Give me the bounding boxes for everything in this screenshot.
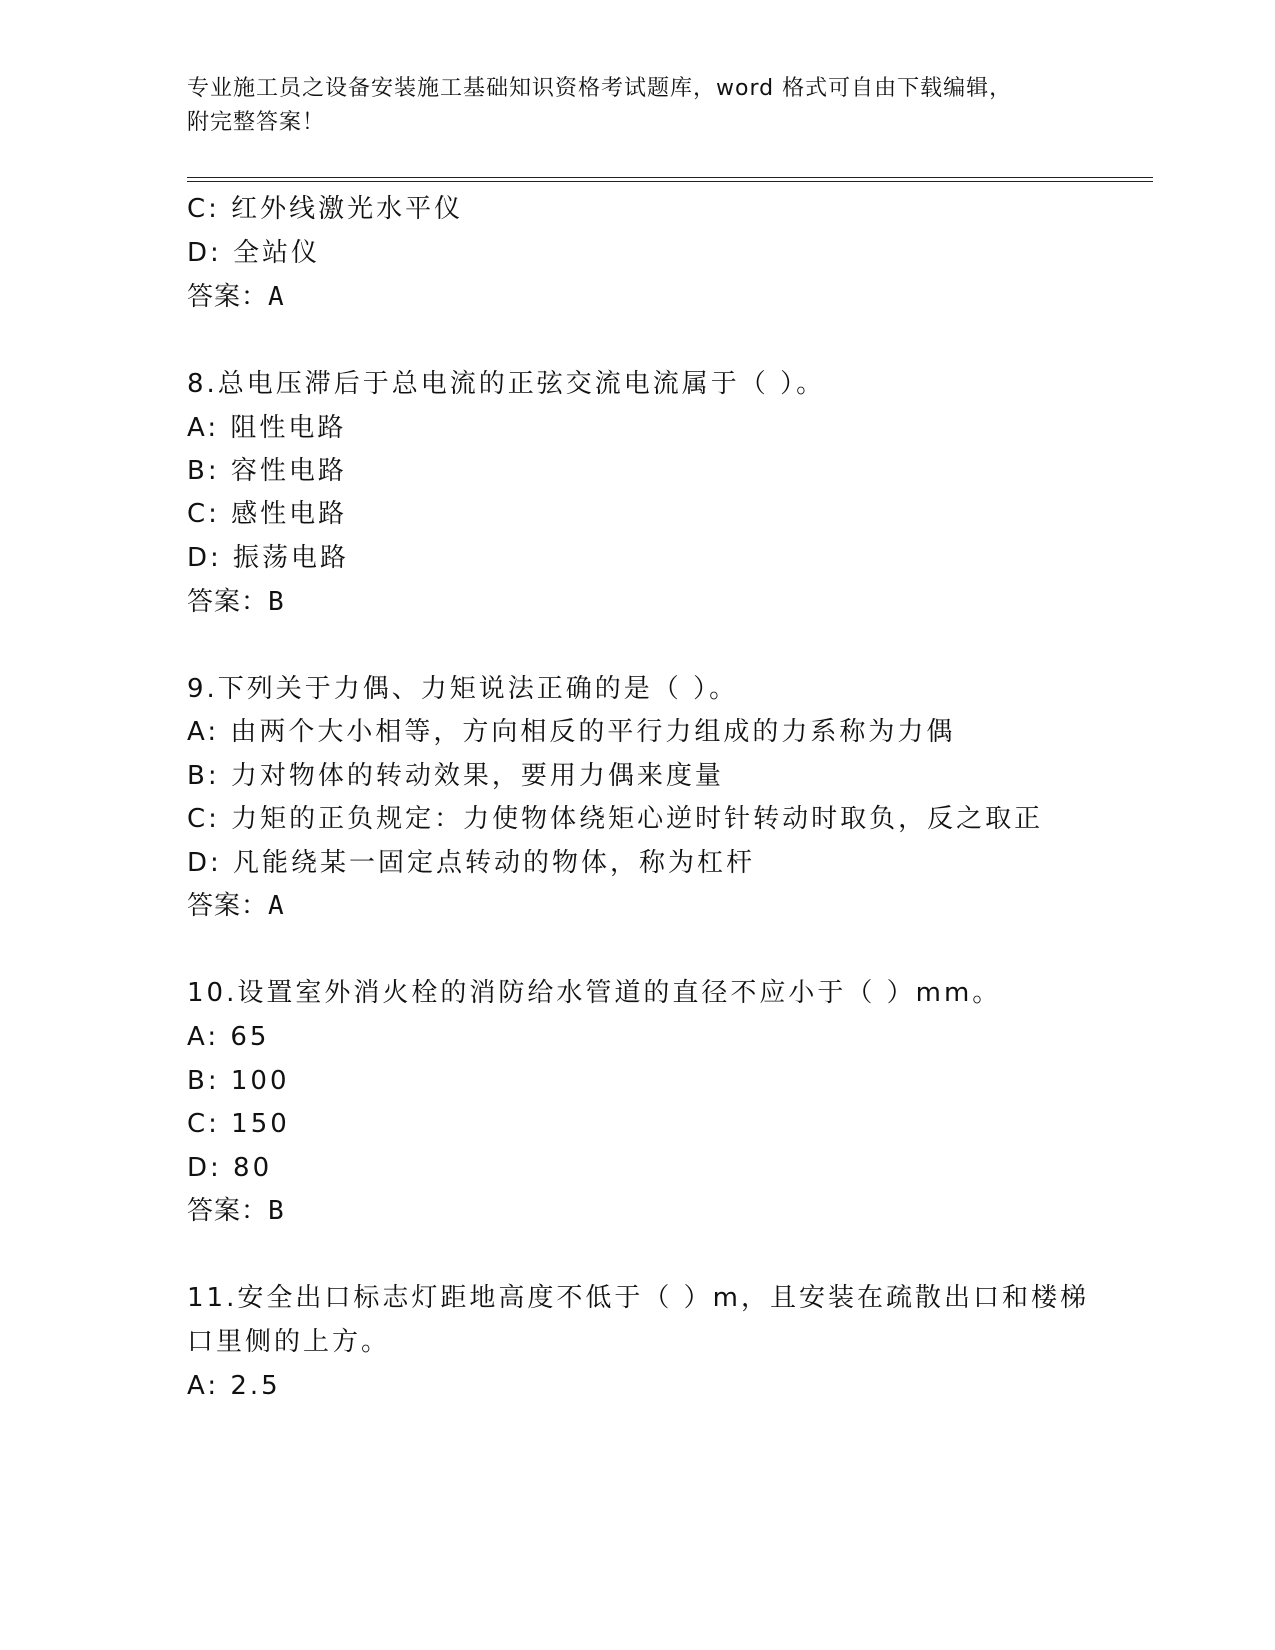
header-line-1: 专业施工员之设备安装施工基础知识资格考试题库，word 格式可自由下载编辑，: [187, 76, 1013, 101]
answer-line: [187, 586, 285, 618]
question-stem: 10.设置室外消火栓的消防给水管道的直径不应小于（ ）mm。: [187, 978, 1002, 1008]
option-b: B: 容性电路: [187, 456, 347, 486]
answer-label: 答案：: [187, 891, 269, 921]
answer-value: B: [268, 587, 285, 617]
answer-label: 答案：: [187, 587, 269, 617]
answer-value: A: [268, 282, 285, 312]
question-stem-line-2: 口里侧的上方。: [187, 1327, 391, 1357]
answer-value: B: [268, 1196, 285, 1226]
option-c: C: 150: [187, 1109, 290, 1139]
question-stem: 9.下列关于力偶、力矩说法正确的是（ ）。: [187, 674, 739, 704]
header-divider-bottom: [187, 181, 1153, 182]
answer-value: A: [268, 891, 285, 921]
option-d: D: 80: [187, 1153, 273, 1183]
answer-line: [187, 1195, 285, 1227]
question-stem-line-1: 11.安全出口标志灯距地高度不低于（ ）m，且安装在疏散出口和楼梯: [187, 1283, 1089, 1313]
header-line-2: 附完整答案！: [187, 110, 326, 135]
option-b: B: 100: [187, 1066, 290, 1096]
answer-line: [187, 890, 285, 922]
question-stem: 8.总电压滞后于总电流的正弦交流电流属于（ ）。: [187, 369, 826, 399]
option-d: D: 凡能绕某一固定点转动的物体，称为杠杆: [187, 848, 756, 878]
option-d: D: 全站仪: [187, 238, 321, 268]
option-a: A: 阻性电路: [187, 413, 347, 443]
option-c: C: 力矩的正负规定：力使物体绕矩心逆时针转动时取负，反之取正: [187, 804, 1044, 834]
header-divider-top: [187, 177, 1153, 178]
option-a: A: 65: [187, 1022, 270, 1052]
answer-line: [187, 281, 285, 313]
option-a: A: 由两个大小相等，方向相反的平行力组成的力系称为力偶: [187, 717, 956, 747]
answer-label: 答案：: [187, 282, 269, 312]
option-b: B: 力对物体的转动效果，要用力偶来度量: [187, 761, 724, 791]
option-d: D: 振荡电路: [187, 543, 350, 573]
option-c: C: 感性电路: [187, 499, 348, 529]
answer-label: 答案：: [187, 1196, 269, 1226]
document-header: [187, 72, 1087, 140]
option-a: A: 2.5: [187, 1371, 281, 1401]
option-c: C: 红外线激光水平仪: [187, 194, 464, 224]
